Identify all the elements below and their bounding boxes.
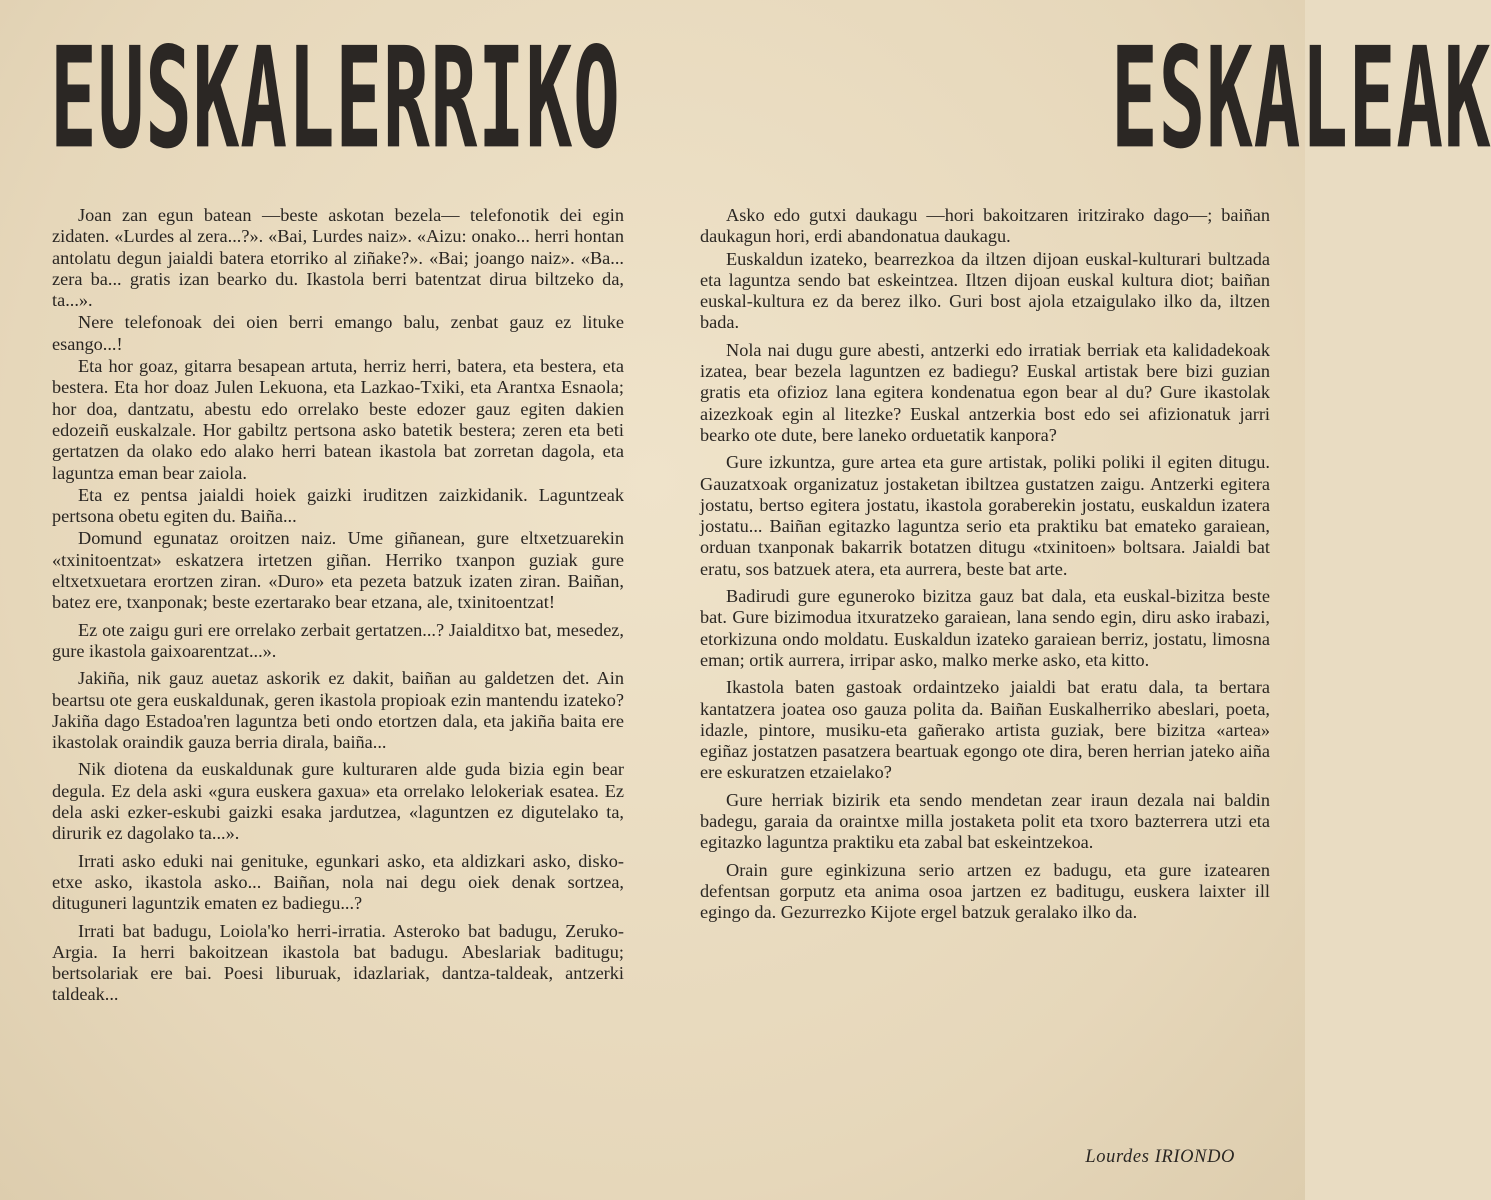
author-signature: Lourdes IRIONDO <box>1085 1147 1235 1167</box>
paragraph: Orain gure eginkizuna serio artzen ez badugu, eta gure izatearen defentsan gorputz eta anima osoa jartzen ez baditugu, euskera laixter ill egingo da. Gezurrezko Kijote ergel batzuk geralako ilko da. <box>700 859 1270 923</box>
paragraph: Eta ez pentsa jaialdi hoiek gaizki iruditzen zaizkidanik. Laguntzeak pertsona obetu egiten du. Baiña... <box>52 484 624 527</box>
paragraph: Eta hor goaz, gitarra besapean artuta, herriz herri, batera, eta bestera, eta bestera. Eta hor doaz Julen Lekuona, eta Lazkao-Txiki, eta Arantxa Esnaola; hor doa, dantzatu, abestu edo orrelako beste edozer gauz egiten dakien edozeiñ euskalzale. Hor gabiltz pertsona asko batetik bestera; zeren eta beti gertatzen da olako edo alako herri batean ikastola bat zorretan dagola, eta laguntza eman bear zaiola. <box>52 356 624 483</box>
title-word-2: ESKALEAK <box>1110 16 1491 180</box>
paragraph: Jakiña, nik gauz auetaz askorik ez dakit, baiñan au galdetzen det. Ain beartsu ote gera euskaldunak, geren ikastola propioak ezin mantendu izateko? Jakiña dago Estadoa'ren laguntza beti ondo etortzen dala, eta jakiña baita ere ikastolak oraindik gauza berria dirala, baiña... <box>52 668 624 753</box>
paragraph: Joan zan egun batean —beste askotan bezela— telefonotik dei egin zidaten. «Lurdes al zera...?». «Bai, Lurdes naiz». «Aizu: onako... herri hontan antolatu degun jaialdi batera etorriko al ziñake?». «Bai; joango naiz». «Ba... zera ba... gratis izan bearko du. Ikastola berri batentzat dirua biltzeko da, ta...». <box>52 205 624 311</box>
paragraph: Irrati asko eduki nai genituke, egunkari asko, eta aldizkari asko, disko-etxe asko, ikastola asko... Baiñan, nola nai degu oiek denak sortzea, dituguneri laguntzik ematen ez badiegu...? <box>52 850 624 914</box>
paragraph: Asko edo gutxi daukagu —hori bakoitzaren iritzirako dago—; baiñan daukagun hori, erdi abandonatua daukagu. <box>700 205 1270 247</box>
left-column <box>52 205 624 1006</box>
paragraph: Ikastola baten gastoak ordaintzeko jaialdi bat eratu dala, ta bertara kantatzera joatea oso gauza polita da. Baiñan Euskalherriko abeslari, poeta, idazle, pintore, musiku-eta gañerako artista guziak, bere bizitza «artea» egiñaz jostatzen pasatzera beartuak egongo ote dira, beren herrian jateko aiña ere eskuratzen etzaielako? <box>700 677 1270 783</box>
paragraph: Irrati bat badugu, Loiola'ko herri-irratia. Asteroko bat badugu, Zeruko-Argia. Ia herri bakoitzean ikastola bat badugu. Abeslariak baditugu; bertsolariak ere bai. Poesi liburuak, idazlariak, dantza-taldeak, antzerki taldeak... <box>52 920 624 1005</box>
right-column <box>700 205 1270 924</box>
paragraph: Domund egunataz oroitzen naiz. Ume giñanean, gure eltxetzuarekin «txinitoentzat» eskatzera irtetzen giñan. Herriko txanpon guziak gure eltxetxuetara erortzen ziran. «Duro» eta pezeta batzuk izaten ziran. Baiñan, batez ere, txanponak; beste ezertarako bear etzana, ale, txinitoentzat! <box>52 528 624 613</box>
paragraph: Ez ote zaigu guri ere orrelako zerbait gertatzen...? Jaialditxo bat, mesedez, gure ikastola gaixoarentzat...». <box>52 619 624 661</box>
paragraph: Gure izkuntza, gure artea eta gure artistak, poliki poliki il egiten ditugu. Gauzatxoak organizatuz jostaketan ibiltzea gustatzen zaigu. Antzerki egitera jostatu, bertso egitera jostatu, ikastola goraberekin jostatu, euskaldun izatera jostatu... Baiñan egitazko laguntza serio eta praktiku bat emateko garaiean, orduan txanponak bakarrik botatzen ditugu «txinitoen» boltsara. Jaialdi bat eratu, sos batzuek atera, eta aurrera, beste bat arte. <box>700 452 1270 579</box>
title-word-1: EUSKALERRIKO <box>50 16 621 180</box>
paragraph: Nik diotena da euskaldunak gure kulturaren alde guda bizia egin bear degula. Ez dela aski «gura euskera gaxua» eta orrelako lelokeriak esatea. Ez dela aski ezker-eskubi gaizki esaka jardutzea, «laguntzen ez digutelako ta, dirurik ez dagolako ta...». <box>52 759 624 844</box>
paragraph: Badirudi gure eguneroko bizitza gauz bat dala, eta euskal-bizitza beste bat. Gure bizimodua itxuratzeko garaiean, lana sendo egin, diru asko irabazi, etorkizuna ondo moldatu. Euskaldun izateko garaiean berriz, jostatu, limosna eman; ortik aurrera, irripar asko, malko merke asko, eta kitto. <box>700 586 1270 670</box>
paragraph: Nola nai dugu gure abesti, antzerki edo irratiak berriak eta kalidadekoak izatea, bear bezela laguntzen ez badiegu? Euskal artistak bere bizi guzian gratis eta ofizioz lana egitera kondenatua egon bear al du? Gure ikastolak aizezkoak egin al litezke? Euskal antzerkia bost edo sei afizionatuk jarri bearko ote dute, bere laneko orduetatik kanpora? <box>700 339 1270 445</box>
article-title <box>50 16 1491 180</box>
paragraph: Euskaldun izateko, bearrezkoa da iltzen dijoan euskal-kulturari bultzada eta laguntza sendo bat eskeintzea. Iltzen dijoan euskal kultura diot; baiñan euskal-kultura ez da berez ilko. Guri bost ajola etzaigulako ilko da, iltzen bada. <box>700 248 1270 333</box>
paragraph: Gure herriak bizirik eta sendo mendetan zear iraun dezala nai baldin badegu, garaia da oraintxe milla jostaketa polit eta txoro bazterrera utzi eta egitazko laguntza praktiku eta zabal bat eskeintzekoa. <box>700 789 1270 853</box>
paragraph: Nere telefonoak dei oien berri emango balu, zenbat gauz ez lituke esango...! <box>52 312 624 354</box>
